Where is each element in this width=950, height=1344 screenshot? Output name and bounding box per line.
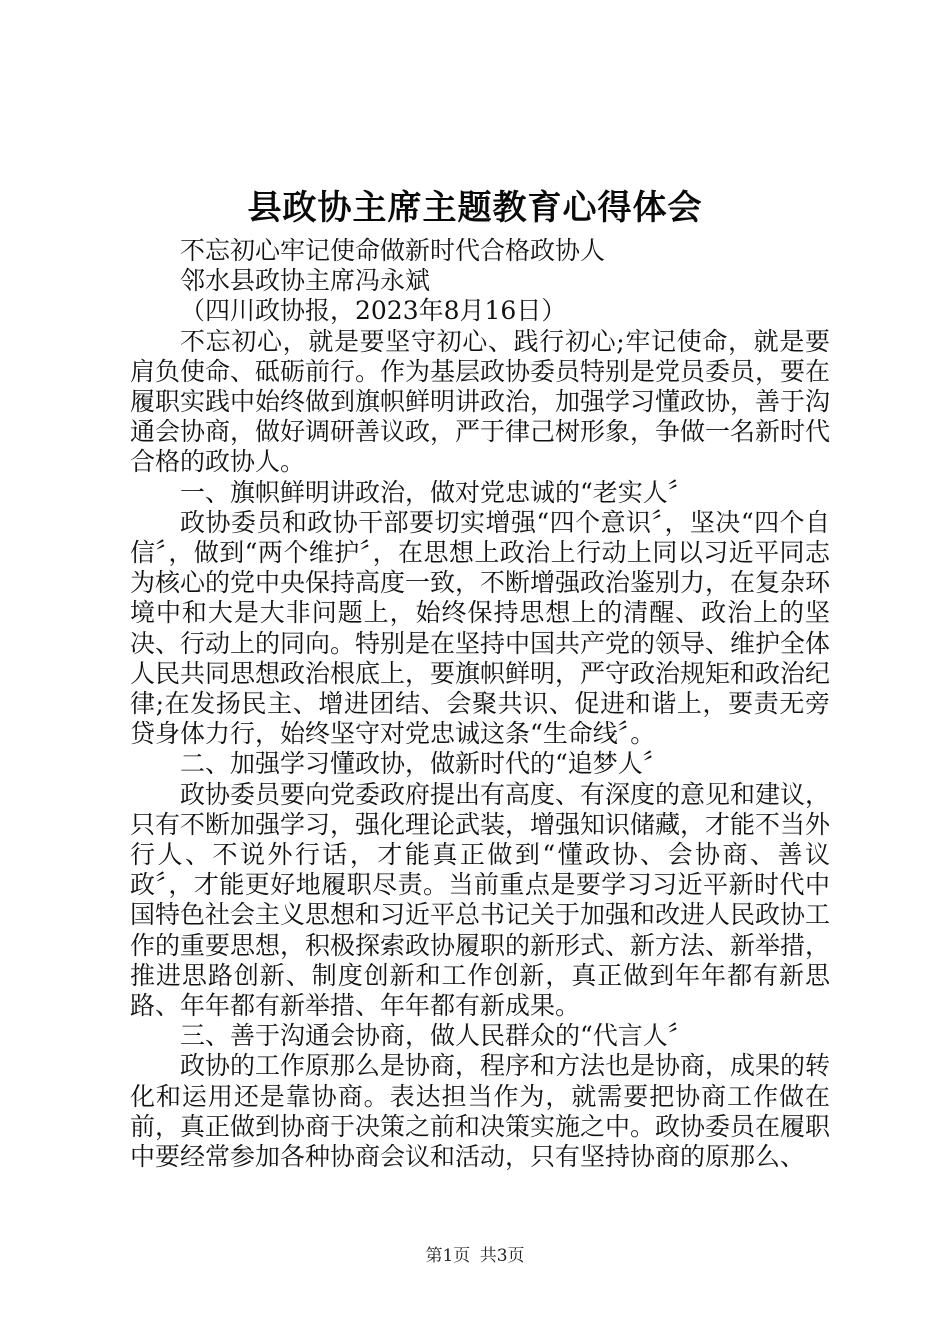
page-total: 共3页	[479, 1246, 525, 1266]
document-body	[130, 236, 830, 1172]
section-heading-1: 一、旗帜鲜明讲政治，做对党忠诚的“老实人〞	[180, 477, 693, 507]
section-paragraph-3: 政协的工作原那么是协商，程序和方法也是协商，成果的转化和运用还是靠协商。表达担当作为，就需要把协商工作做在前，真正做到协商于决策之前和决策实施之中。政协委员在履职中要经常参加各种协商会议和活动，只有坚持协商的原那么、	[130, 1051, 831, 1172]
subtitle: 不忘初心牢记使命做新时代合格政协人	[180, 236, 606, 265]
intro-paragraph: 不忘初心，就是要坚守初心、践行初心;牢记使命，就是要肩负使命、砥砺前行。作为基层政协委员特别是党员委员，要在履职实践中始终做到旗帜鲜明讲政治，加强学习懂政协，善于沟通会协商，做好调研善议政，严于律己树形象，争做一名新时代合格的政协人。	[130, 326, 831, 477]
section-paragraph-2: 政协委员要向党委政府提出有高度、有深度的意见和建议，只有不断加强学习，强化理论武装，增强知识储藏，才能不当外行人、不说外行话，才能真正做到“懂政协、会协商、善议政〞，才能更好地履职尽责。当前重点是要学习习近平新时代中国特色社会主义思想和习近平总书记关于加强和改进人民政协工作的重要思想，积极探索政协履职的新形式、新方法、新举措，推进思路创新、制度创新和工作创新，真正做到年年都有新思路、年年都有新举措、年年都有新成果。	[130, 779, 831, 1021]
author-line: 邻水县政协主席冯永斌	[180, 266, 431, 296]
source-line: （四川政协报，2023年8月16日）	[180, 296, 567, 326]
page-footer	[0, 1244, 950, 1268]
page-number: 第1页	[425, 1246, 471, 1266]
section-heading-2: 二、加强学习懂政协，做新时代的“追梦人〞	[180, 749, 668, 779]
section-heading-3: 三、善于沟通会协商，做人民群众的“代言人〞	[180, 1021, 693, 1051]
document-title: 县政协主席主题教育心得体会	[247, 188, 703, 228]
section-paragraph-1: 政协委员和政协干部要切实增强“四个意识〞，坚决“四个自信〞，做到“两个维护〞，在思想上政治上行动上同以习近平同志为核心的党中央保持高度一致，不断增强政治鉴别力，在复杂环境中和大是大非问题上，始终保持思想上的清醒、政治上的坚决、行动上的同向。特别是在坚持中国共产党的领导、维护全体人民共同思想政治根底上，要旗帜鲜明，严守政治规矩和政治纪律;在发扬民主、增进团结、会聚共识、促进和谐上，要责无旁贷身体力行，始终坚守对党忠诚这条“生命线〞。	[130, 507, 831, 749]
